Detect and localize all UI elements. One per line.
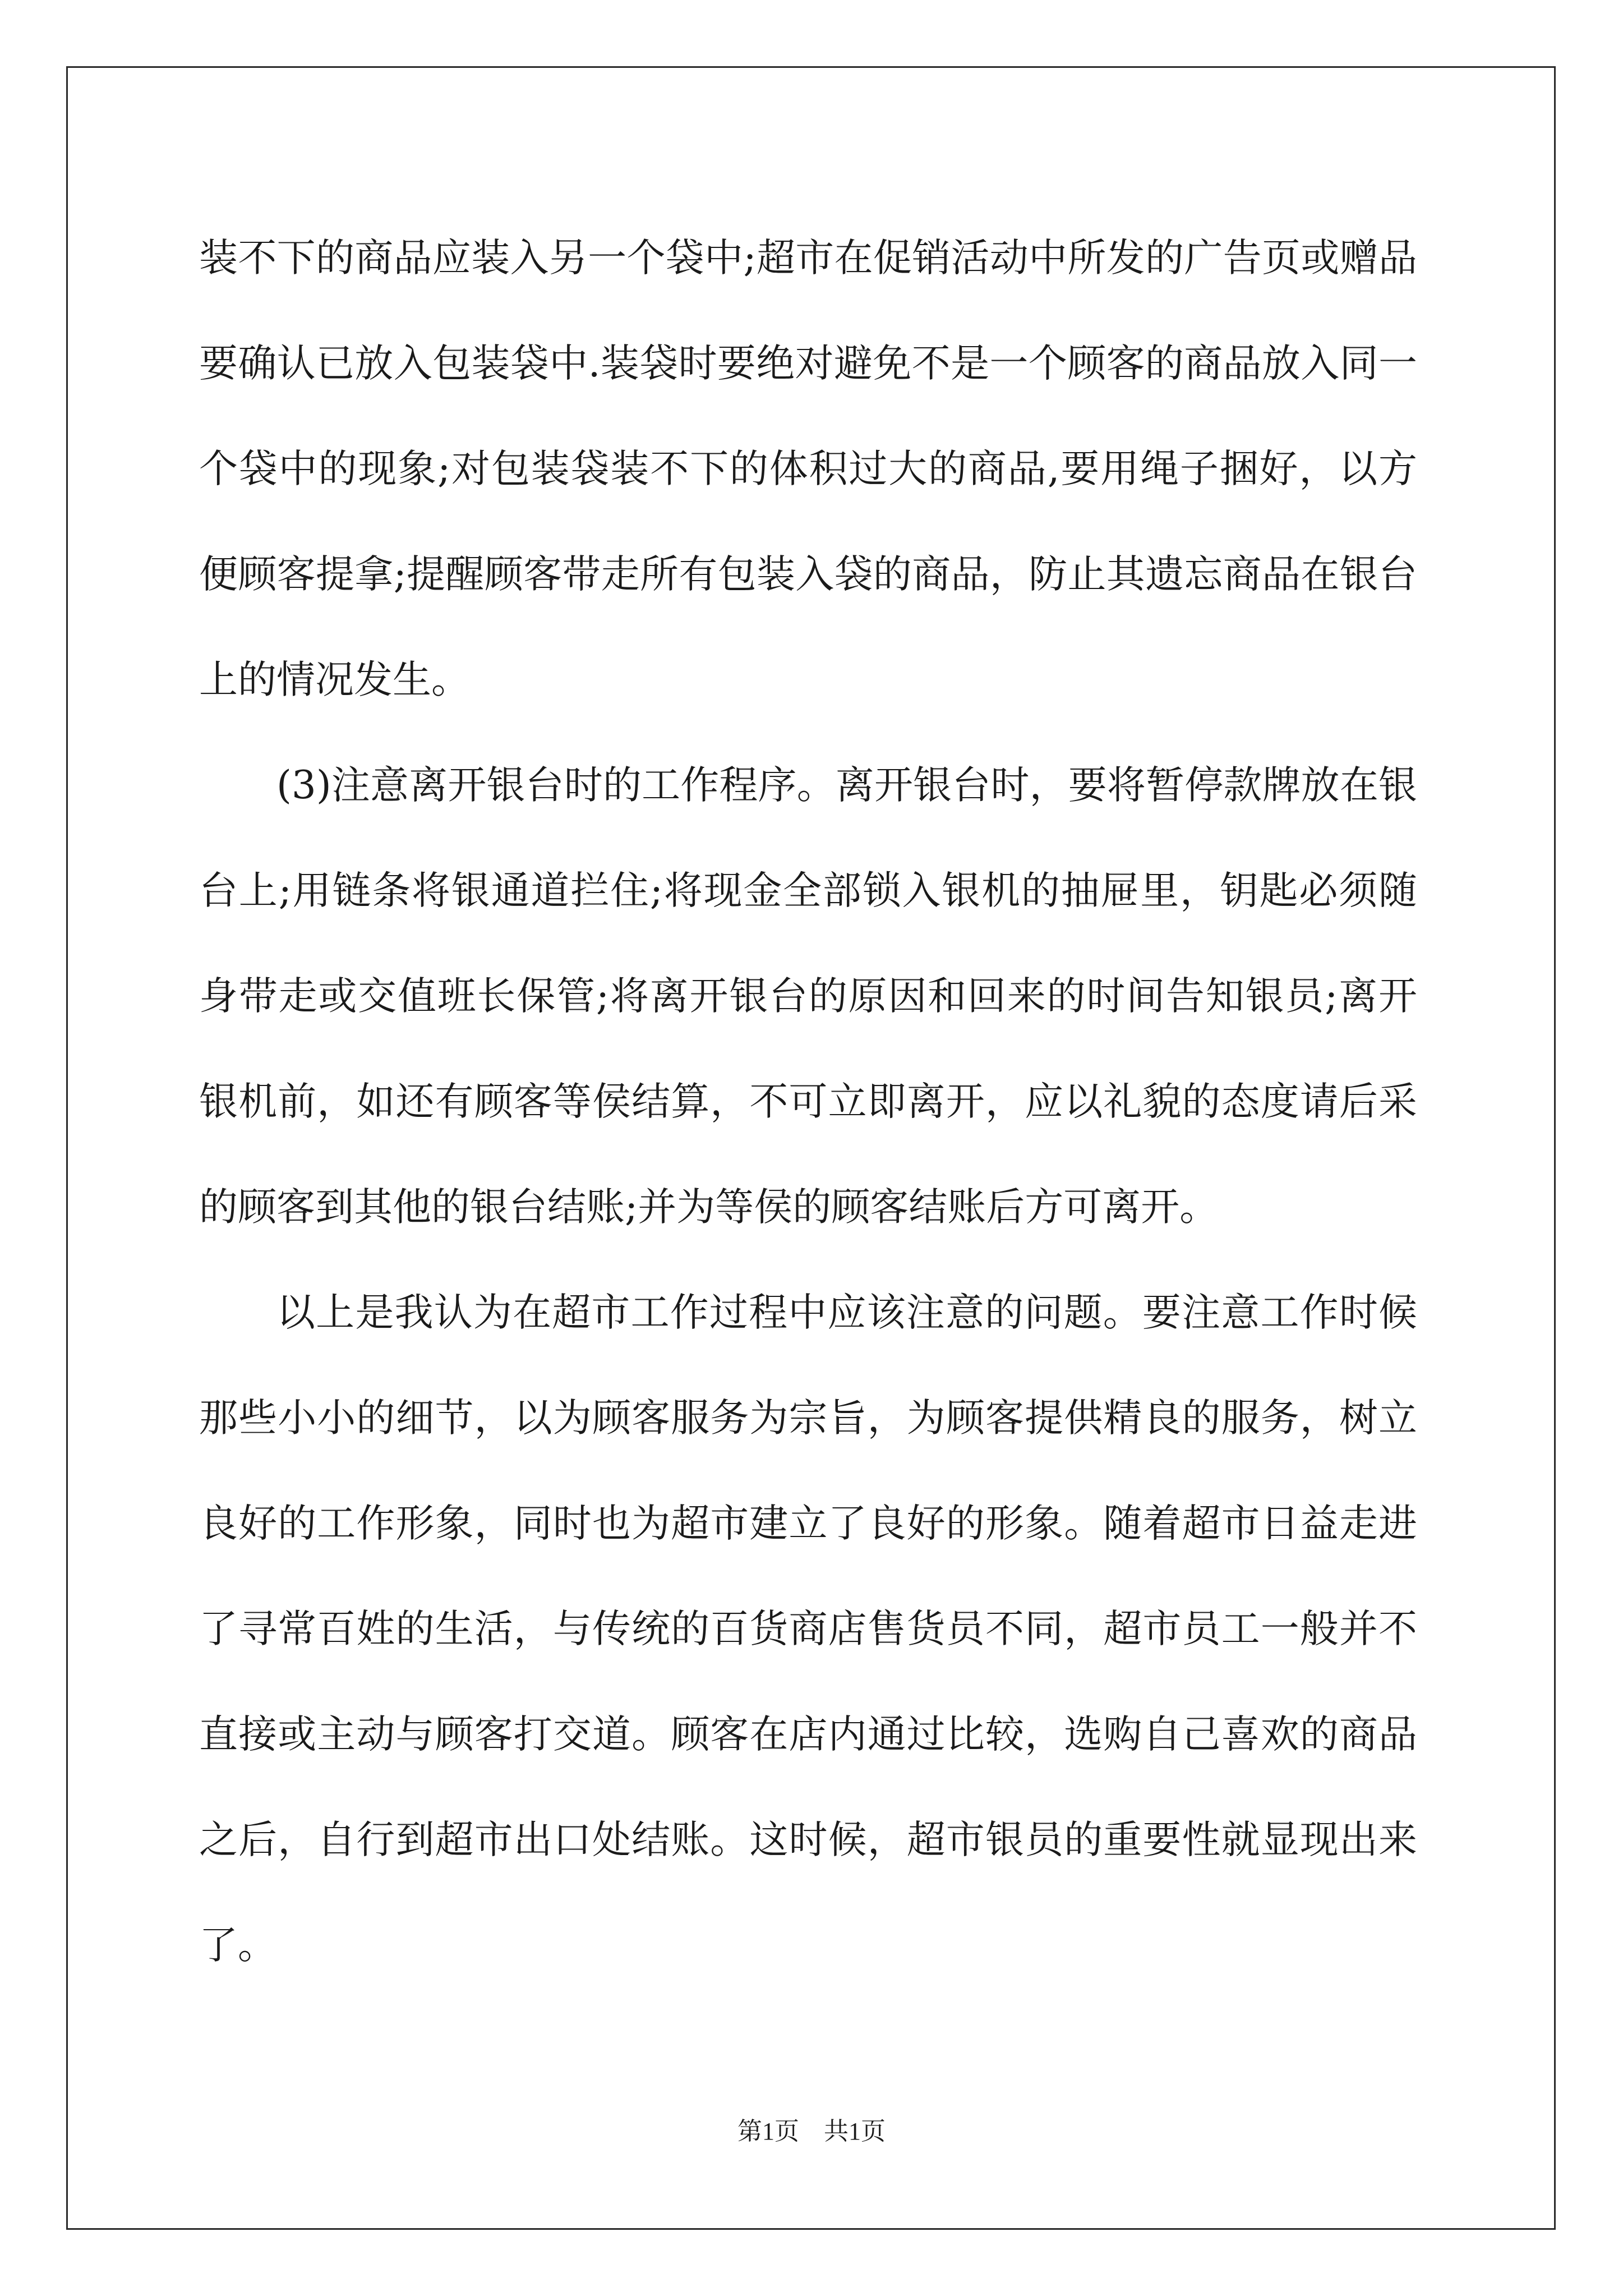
document-body: [199, 205, 1417, 1998]
paragraph-continued: 装不下的商品应装入另一个袋中;超市在促销活动中所发的广告页或赠品要确认已放入包装袋中.装袋时要绝对避免不是一个顾客的商品放入同一个袋中的现象;对包装袋装不下的体积过大的商品,要用绳子捆好，以方便顾客提拿;提醒顾客带走所有包装入袋的商品，防止其遗忘商品在银台上的情况发生。: [199, 236, 1417, 702]
paragraph-leaving-checkout: (3)注意离开银台时的工作程序。离开银台时，要将暂停款牌放在银台上;用链条将银通道拦住;将现金全部锁入银机的抽屉里，钥匙必须随身带走或交值班长保管;将离开银台的原因和回来的时间告知银员;离开银机前，如还有顾客等侯结算，不可立即离开，应以礼貌的态度请后采的顾客到其他的银台结账;并为等侯的顾客结账后方可离开。: [199, 763, 1417, 1230]
page-number-footer: 第1页 共1页: [737, 2118, 886, 2145]
paragraph-conclusion: 以上是我认为在超市工作过程中应该注意的问题。要注意工作时候那些小小的细节，以为顾客服务为宗旨，为顾客提供精良的服务，树立良好的工作形象，同时也为超市建立了良好的形象。随着超市日益走进了寻常百姓的生活，与传统的百货商店售货员不同，超市员工一般并不直接或主动与顾客打交道。顾客在店内通过比较，选购自己喜欢的商品之后，自行到超市出口处结账。这时候，超市银员的重要性就显现出来了。: [199, 1290, 1417, 1968]
